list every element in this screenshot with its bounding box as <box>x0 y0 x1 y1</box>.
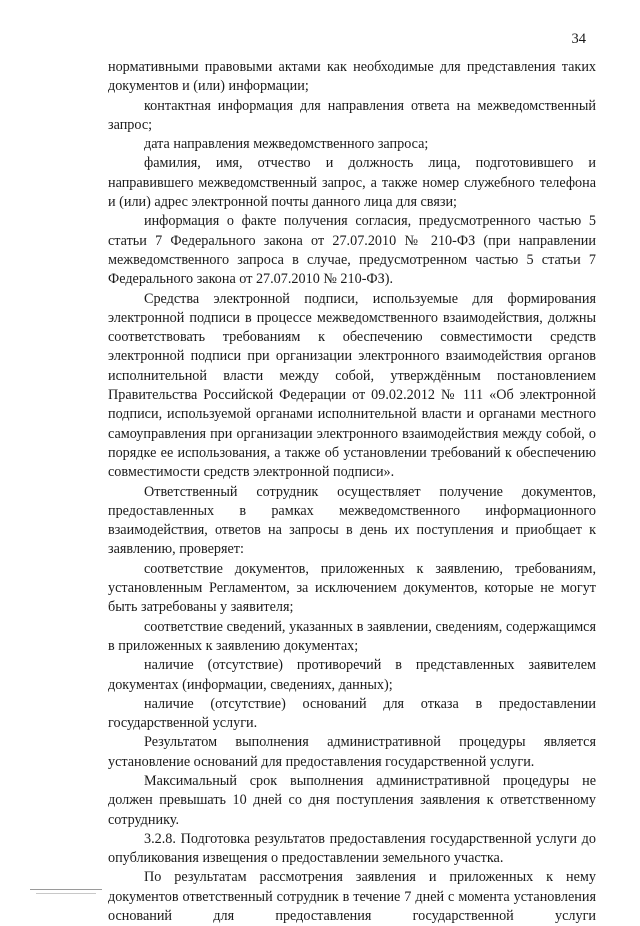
paragraph: фамилия, имя, отчество и должность лица, подготовившего и направившего межведомственный запрос, а также номер служебного телефона и (или) адрес электронной почты данного лица для связи; <box>108 155 596 211</box>
paragraph: соответствие сведений, указанных в заявлении, сведениям, содержащимся в приложенных к заявлению документах; <box>108 618 596 654</box>
paragraph: Ответственный сотрудник осуществляет получение документов, предоставленных в рамках межведомственного информационного взаимодействия, ответов на запросы в день их поступления и приобщает к заявлению, проверяет: <box>108 483 596 558</box>
paragraph: контактная информация для направления ответа на межведомственный запрос; <box>108 97 596 133</box>
footer-rule <box>30 889 102 890</box>
footer-rule-secondary <box>36 893 96 894</box>
paragraph: Максимальный срок выполнения административной процедуры не должен превышать 10 дней со дня поступления заявления к ответственному сотруднику. <box>108 772 596 828</box>
page-number: 34 <box>571 31 586 47</box>
paragraph: наличие (отсутствие) оснований для отказа в предоставлении государственной услуги. <box>108 695 596 732</box>
section-heading: 3.2.8. Подготовка результатов предоставления государственной услуги до опубликования извещения о предоставлении земельного участка. <box>108 830 596 867</box>
document-body <box>108 58 596 926</box>
paragraph: наличие (отсутствие) противоречий в представленных заявителем документах (информации, сведениях, данных); <box>108 657 596 693</box>
paragraph: По результатам рассмотрения заявления и приложенных к нему документов ответственный сотрудник в течение 7 дней с момента установления оснований для предоставления государственной услуги <box>108 869 596 925</box>
paragraph: Средства электронной подписи, используемые для формирования электронной подписи в процессе межведомственного взаимодействия, должны соответствовать требованиям к обеспечению совместимости средств электронной подписи при организации электронного взаимодействия органов исполнительной власти между собой, утверждённым постановлением Правительства Российской Федерации от 09.02.2012 № 111 «Об электронной подписи, используемой органами исполнительной власти и органами местного самоуправления при организации электронного взаимодействия между собой, о порядке ее использования, а также об установлении требований к обеспечению совместимости средств электронной подписи». <box>108 290 596 481</box>
paragraph: дата направления межведомственного запроса; <box>144 136 429 153</box>
paragraph: информация о факте получения согласия, предусмотренного частью 5 статьи 7 Федерального закона от 27.07.2010 № 210-ФЗ (при направлении межведомственного запроса в случае, предусмотренном частью 5 статьи 7 Федерального закона от 27.07.2010 № 210-ФЗ). <box>108 213 596 288</box>
paragraph: соответствие документов, приложенных к заявлению, требованиям, установленным Регламентом, за исключением документов, которые не могут быть затребованы у заявителя; <box>108 560 596 616</box>
paragraph: Результатом выполнения административной процедуры является установление оснований для предоставления государственной услуги. <box>108 734 596 770</box>
paragraph: нормативными правовыми актами как необходимые для представления таких документов и (или) информации; <box>108 59 596 95</box>
